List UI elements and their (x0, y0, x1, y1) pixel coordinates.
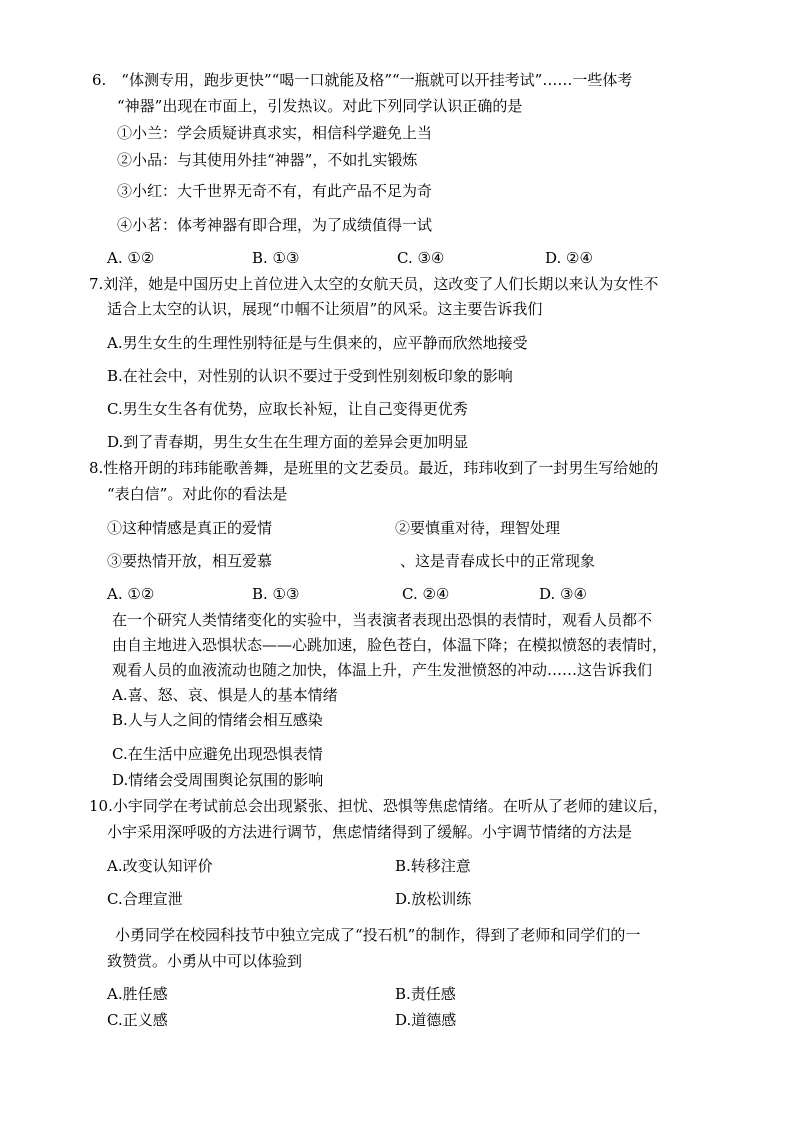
q7-option-c: C.男生女生各有优势，应取长补短，让自己变得更优秀 (107, 400, 468, 418)
q8-statement-3: ③要热情开放，相互爱慕 (107, 552, 273, 570)
q9-option-c: C.在生活中应避免出现恐惧表情 (112, 745, 323, 763)
q9-option-b: B.人与人之间的情绪会相互感染 (112, 711, 323, 729)
q8-option-c: C. ②④ (402, 585, 450, 603)
q9-option-d: D.情绪会受周围舆论氛围的影响 (112, 771, 324, 789)
q7-option-b: B.在社会中，对性别的认识不要过于受到性别刻板印象的影响 (107, 367, 513, 385)
q10-option-b: B.转移注意 (395, 857, 471, 875)
q6-statement-3: ③小红：大千世界无奇不有，有此产品不足为奇 (117, 182, 433, 200)
q10-stem-line-2: 小宇采用深呼吸的方法进行调节，焦虑情绪得到了缓解。小宇调节情绪的方法是 (107, 823, 633, 841)
q8-stem-line-2: “表白信”。对此你的看法是 (107, 485, 288, 503)
q6-statement-2: ②小品：与其使用外挂“神器”，不如扎实锻炼 (117, 151, 418, 169)
q8-option-d: D. ③④ (539, 585, 587, 603)
q10-option-c: C.合理宣泄 (107, 890, 183, 908)
q8-option-b: B. ①③ (252, 585, 300, 603)
q6-option-b: B. ①③ (252, 249, 300, 267)
q11-stem-line-2: 致赞赏。小勇从中可以体验到 (107, 952, 303, 970)
q6-statement-1: ①小兰：学会质疑讲真求实，相信科学避免上当 (117, 124, 433, 142)
q6-stem-line-2: “神器”出现在市面上，引发热议。对此下列同学认识正确的是 (117, 97, 523, 115)
q7-stem-line-1: 7.刘洋，她是中国历史上首位进入太空的女航天员，这改变了人们长期以来认为女性不 (89, 275, 659, 293)
q6-option-c: C. ③④ (397, 249, 445, 267)
q9-option-a: A.喜、怒、哀、惧是人的基本情绪 (112, 686, 338, 704)
q10-stem-line-1: 10.小宇同学在考试前总会出现紧张、担忧、恐惧等焦虑情绪。在听从了老师的建议后， (89, 797, 668, 815)
q6-stem-line-1: 6. “体测专用，跑步更快”“喝一口就能及格”“一瓶就可以开挂考试”……一些体考 (92, 71, 633, 89)
q10-option-d: D.放松训练 (395, 890, 472, 908)
q8-option-a: A. ①② (107, 585, 155, 603)
q11-option-a: A.胜任感 (107, 985, 168, 1003)
q7-option-d: D.到了青春期，男生女生在生理方面的差异会更加明显 (107, 433, 469, 451)
q11-option-d: D.道德感 (395, 1011, 457, 1029)
q10-option-a: A.改变认知评价 (107, 857, 213, 875)
q11-option-c: C.正义感 (107, 1011, 168, 1029)
q9-stem-line-3: 观看人员的血液流动也随之加快，体温上升，产生发泄愤怒的冲动……这告诉我们 (112, 661, 653, 679)
q11-option-b: B.责任感 (395, 985, 456, 1003)
q8-statement-2: ②要慎重对待，理智处理 (395, 519, 561, 537)
q7-option-a: A.男生女生的生理性别特征是与生俱来的，应平静而欣然地接受 (107, 334, 528, 352)
q7-stem-line-2: 适合上太空的认识，展现“巾帼不让须眉”的风采。这主要告诉我们 (107, 300, 543, 318)
q6-option-d: D. ②④ (545, 249, 593, 267)
q8-statement-4: 、这是青春成长中的正常现象 (400, 552, 596, 570)
q8-stem-line-1: 8.性格开朗的玮玮能歌善舞，是班里的文艺委员。最近，玮玮收到了一封男生写给她的 (89, 459, 659, 477)
q11-stem-line-1: 小勇同学在校园科技节中独立完成了“投石机”的制作，得到了老师和同学们的一 (115, 926, 641, 944)
q9-stem-line-1: 在一个研究人类情绪变化的实验中，当表演者表现出恐惧的表情时，观看人员都不 (112, 611, 653, 629)
q6-statement-4: ④小茗：体考神器有即合理，为了成绩值得一试 (117, 216, 433, 234)
q8-statement-1: ①这种情感是真正的爱情 (107, 519, 273, 537)
q6-option-a: A. ①② (107, 249, 155, 267)
q9-stem-line-2: 由自主地进入恐惧状态——心跳加速，脸色苍白，体温下降；在模拟愤怒的表情时， (112, 636, 668, 654)
